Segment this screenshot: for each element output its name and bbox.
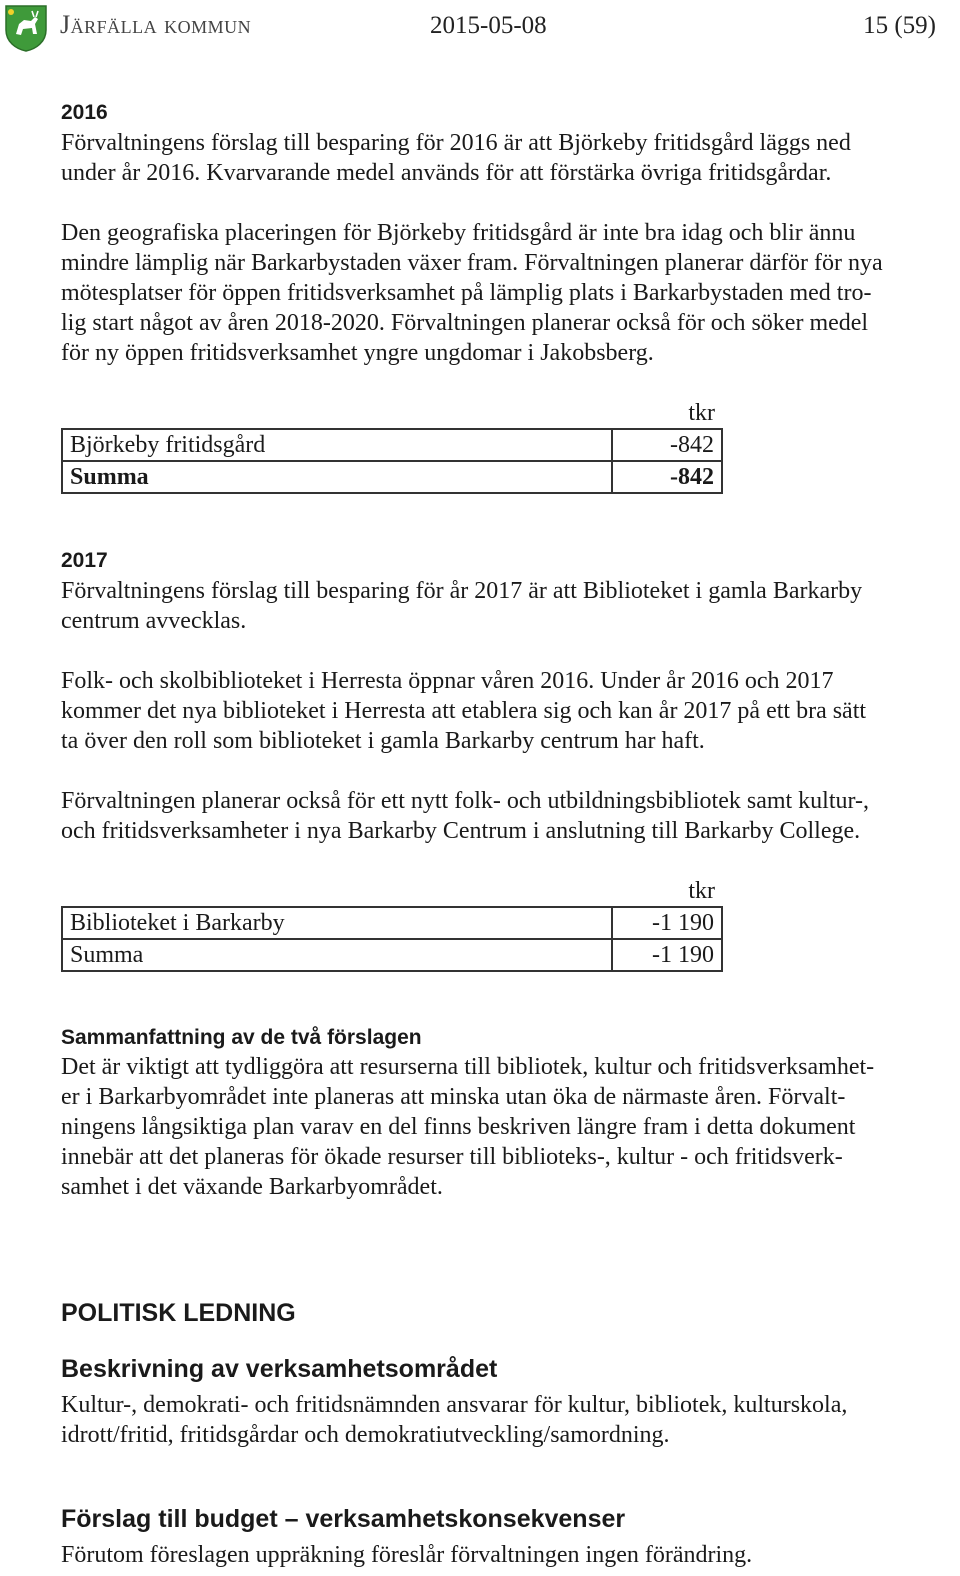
text-line: er i Barkarbyområdet inte planeras att minska utan öka de närmaste åren. Förvalt- [61,1084,846,1110]
table-unit-label: tkr [688,878,715,904]
savings-table-2017 [61,906,723,972]
subsection-heading-budget: Förslag till budget – verksamhetskonsekvenser [61,1505,626,1533]
row-value: -1 190 [612,907,722,939]
row-label: Summa [62,939,612,971]
text-line: Det är viktigt att tydliggöra att resurserna till bibliotek, kultur och fritidsverksamhet- [61,1054,875,1080]
paragraph-description [61,1390,956,1450]
paragraph-2017-herresta [61,666,956,756]
row-value: -1 190 [612,939,722,971]
summary-heading: Sammanfattning av de två förslagen [61,1026,422,1049]
text-line: mindre lämplig när Barkarbystaden växer fram. Förvaltningen planerar därför för nya [61,250,883,276]
table-row-total [62,939,722,971]
page-header [0,0,960,56]
year-heading-2017: 2017 [61,549,108,572]
text-line: Den geografiska placeringen för Björkeby fritidsgård är inte bra idag och blir ännu [61,220,856,246]
section-heading-politisk-ledning: POLITISK LEDNING [61,1299,296,1327]
text-line: Folk- och skolbiblioteket i Herresta öppnar våren 2016. Under år 2016 och 2017 [61,668,834,694]
paragraph-2016-proposal [61,128,956,188]
document-body [61,98,956,1570]
text-line: Förutom föreslagen uppräkning föreslår förvaltningen ingen förändring. [61,1542,753,1568]
text-line: och fritidsverksamheter i nya Barkarby Centrum i anslutning till Barkarby College. [61,818,861,844]
text-line: för ny öppen fritidsverksamhet yngre ungdomar i Jakobsberg. [61,340,654,366]
text-line: ta över den roll som biblioteket i gamla Barkarby centrum har haft. [61,728,705,754]
document-date: 2015-05-08 [430,12,547,39]
text-line: Förvaltningens förslag till besparing för 2016 är att Björkeby fritidsgård läggs ned [61,130,851,156]
text-line: under år 2016. Kvarvarande medel används för att förstärka övriga fritidsgårdar. [61,160,832,186]
text-line: idrott/fritid, fritidsgårdar och demokratiutveckling/samordning. [61,1422,670,1448]
paragraph-2016-location [61,218,956,368]
text-line: Förvaltningen planerar också för ett nytt folk- och utbildningsbibliotek samt kultur-, [61,788,870,814]
paragraph-2017-library [61,786,956,846]
row-label: Biblioteket i Barkarby [62,907,612,939]
text-line: kommer det nya biblioteket i Herresta att etablera sig och kan år 2017 på ett bra sätt [61,698,867,724]
text-line: innebär att det planeras för ökade resurser till biblioteks-, kultur - och fritidsverk- [61,1144,843,1170]
text-line: samhet i det växande Barkarbyområdet. [61,1174,443,1200]
table-row [62,429,722,461]
text-line: mötesplatser för öppen fritidsverksamhet på lämplig plats i Barkarbystaden med tro- [61,280,872,306]
organization-name: Järfälla kommun [60,10,252,39]
text-line: centrum avvecklas. [61,608,247,634]
row-value: -842 [612,461,722,493]
year-heading-2016: 2016 [61,101,108,124]
text-line: lig start något av åren 2018-2020. Förvaltningen planerar också för och söker medel [61,310,869,336]
row-label: Summa [62,461,612,493]
row-label: Björkeby fritidsgård [62,429,612,461]
paragraph-2017-proposal [61,576,956,636]
table-row [62,907,722,939]
page-number: 15 (59) [863,12,936,39]
table-row-total [62,461,722,493]
paragraph-budget [61,1540,956,1570]
row-value: -842 [612,429,722,461]
text-line: ningens långsiktiga plan varav en del finns beskriven längre fram i detta dokument [61,1114,856,1140]
text-line: Kultur-, demokrati- och fritidsnämnden ansvarar för kultur, bibliotek, kulturskola, [61,1392,848,1418]
savings-table-2016 [61,428,723,494]
text-line: Förvaltningens förslag till besparing för år 2017 är att Biblioteket i gamla Barkarby [61,578,863,604]
paragraph-summary [61,1052,956,1202]
municipal-crest-logo [4,4,48,52]
subsection-heading-description: Beskrivning av verksamhetsområdet [61,1355,498,1383]
table-unit-label: tkr [688,400,715,426]
